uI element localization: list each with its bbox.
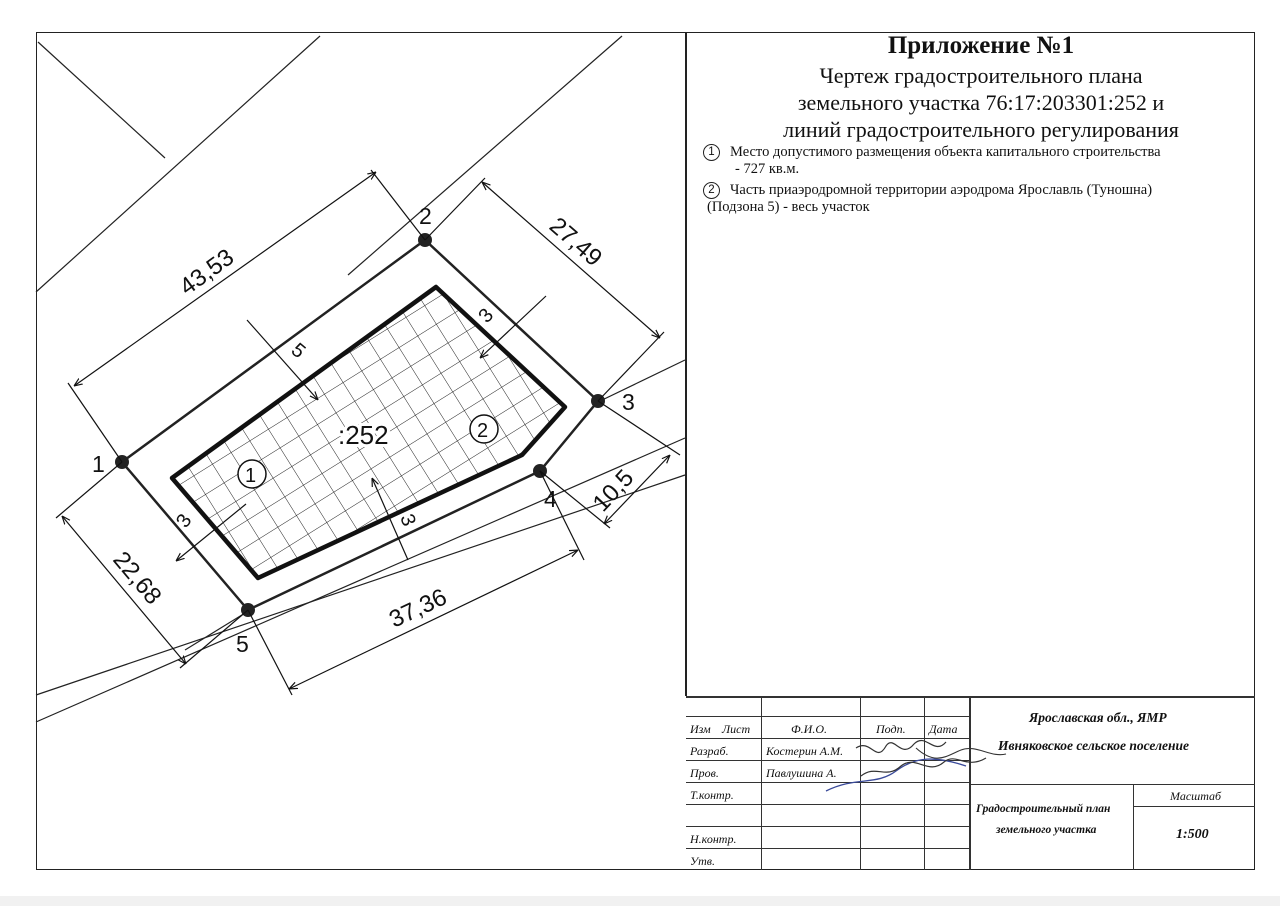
legend-item-2 [703,182,1152,216]
col-izm: Изм [690,722,711,736]
vertex-label-2: 2 [419,203,432,229]
title-block [686,696,1255,870]
vertex-label-1: 1 [92,451,105,477]
row-name: Костерин А.М. [766,744,844,758]
appendix-title: Приложение №1 [887,32,1075,59]
zone-1-label: 1 [245,465,257,487]
legend-text: Место допустимого размещения объекта капитального строительства [730,144,1161,160]
row-role: Утв. [690,854,715,868]
stamp-settlement: Ивняковское сельское поселение [998,738,1189,753]
legend-text: - 727 кв.м. [735,161,800,177]
vertex-label-3: 3 [622,389,635,415]
setback-upper-right: 3 [474,304,499,328]
subtitle-line: линий градостроительного регулирования [783,117,1179,142]
scale-value: 1:500 [1176,827,1209,842]
row-name: Павлушина А. [766,766,837,780]
subtitle-line: земельного участка 76:17:203301:252 и [797,90,1165,115]
stamp-doc-title: Градостроительный план [976,803,1111,815]
col-data: Дата [929,722,958,736]
stamp-doc-title: земельного участка [996,824,1097,836]
road-line [36,36,320,292]
setback-bottom: 3 [395,511,420,530]
dim-side-4-5: 37,36 [385,583,451,634]
dim-side-5-1: 22,68 [107,546,167,610]
row-role: Т.контр. [690,788,734,802]
stamp-region: Ярославская обл., ЯМР [1029,710,1167,725]
vertex-label-4: 4 [544,486,557,512]
legend-marker-2: 2 [703,182,720,199]
zone-2-label: 2 [477,420,489,442]
col-list: Лист [722,722,751,736]
parcel-number-label: :252 [338,420,389,450]
row-role: Пров. [690,766,719,780]
drawing-subtitle [686,62,1276,143]
subtitle-line: Чертеж градостроительного плана [819,63,1143,88]
row-role: Н.контр. [690,832,737,846]
legend-text: Часть приаэродромной территории аэродрома Ярославль (Туношна) [730,182,1153,198]
col-podp: Подп. [876,722,906,736]
legend-marker-1: 1 [703,144,720,161]
row-role: Разраб. [690,744,729,758]
vertex-label-5: 5 [236,631,249,657]
signatures [816,736,1016,796]
setback-top: 5 [286,338,310,363]
col-fio: Ф.И.О. [791,722,827,736]
dim-side-3-4: 10,5 [587,464,640,518]
legend-text: (Подзона 5) - весь участок [707,199,870,215]
dim-side-2-3: 27,49 [544,212,608,272]
setback-left: 3 [172,510,197,532]
legend-item-1 [703,144,1161,178]
scan-bottom-strip [0,896,1280,906]
road-line [38,42,165,158]
boundary-line [598,360,685,402]
dim-side-1-2: 43,53 [174,243,240,301]
scale-header: Масштаб [1170,789,1222,803]
